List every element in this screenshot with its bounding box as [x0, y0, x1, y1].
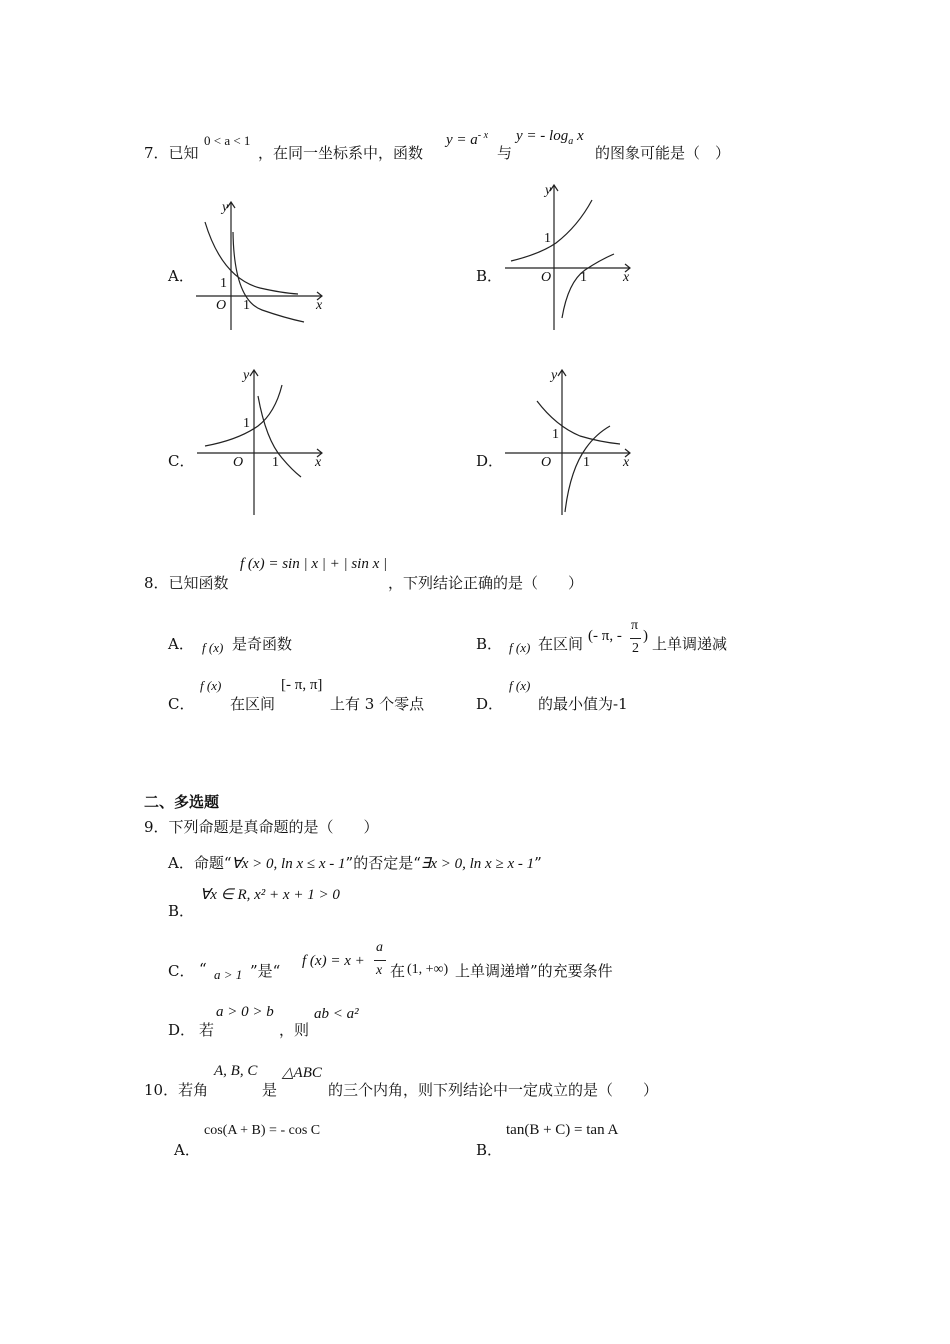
q8-stem [144, 572, 229, 593]
q9-option-c-text-1: “ [199, 960, 207, 978]
graph-c-one-y: 1 [243, 416, 250, 431]
graph-b-x-label: x [623, 270, 630, 285]
graph-a-origin: O [216, 298, 227, 313]
q8-option-b-fx: f (x) [509, 640, 531, 655]
graph-a-one-x: 1 [243, 298, 250, 313]
q7-text-4: 的图象可能是（ ） [595, 144, 731, 162]
q8-number: 8． [144, 574, 169, 592]
graph-c-x-label: x [315, 455, 322, 470]
q8-option-d-fx: f (x) [509, 678, 531, 693]
graph-d-origin: O [541, 455, 552, 470]
graph-a-y-label: y [222, 200, 229, 215]
graph-b-one-y: 1 [544, 231, 551, 246]
q9-option-a-label: A． [168, 854, 194, 872]
q9-option-d-text-1: 若 [199, 1021, 215, 1039]
q8-option-b-text-1: 在区间 [538, 635, 584, 653]
q10-text-2: 是 [262, 1081, 278, 1099]
graph-b-origin: O [541, 270, 552, 285]
graph-c-y-label: y [243, 368, 250, 383]
q7-func-1-base: y = a [446, 132, 478, 148]
q9-number: 9． [144, 818, 169, 836]
q8-text-2: ，下列结论正确的是（ ） [388, 574, 584, 592]
q10-angles: A, B, C [214, 1063, 258, 1079]
q9-option-c-frac-num: a [376, 940, 383, 955]
q7-option-d-label: D． [476, 452, 504, 470]
q8-option-b-text-2: 上单调递减 [652, 635, 728, 653]
q9-option-a-text-2: ”的否定是“ [345, 854, 421, 872]
q9-option-c-frac-den: x [376, 963, 383, 978]
q8-function-text: f (x) = sin | x | + | sin x | [240, 556, 388, 572]
q10-triangle: △ABC [282, 1065, 322, 1081]
q7-option-b-label: B． [476, 267, 503, 285]
q8-option-c-fx: f (x) [200, 678, 222, 693]
q7-condition: 0 < a < 1 [204, 133, 251, 148]
q8-option-b-interval-left: (- π, - [588, 628, 622, 644]
q8-option-b-fraction-bar [630, 638, 641, 639]
graph-d-x-label: x [623, 455, 630, 470]
q9-option-c-frac-bar [374, 960, 386, 961]
q8-option-b-interval-right: ) [643, 628, 648, 644]
q9-option-a-math-2: ∃x > 0, ln x ≥ x - 1 [420, 856, 535, 872]
q9-option-a [168, 852, 542, 873]
q10-option-a-label: A． [174, 1141, 200, 1159]
graph-b-one-x: 1 [580, 270, 587, 285]
q8-function [240, 556, 387, 573]
q10-text-1: 若角 [178, 1081, 209, 1099]
q10-option-a-math: cos(A + B) = - cos C [204, 1123, 321, 1138]
q9-option-c-text-3: 在 [390, 962, 406, 980]
graph-d-one-x: 1 [583, 455, 590, 470]
q10-text-3: 的三个内角，则下列结论中一定成立的是（ ） [328, 1081, 659, 1099]
graph-d-one-y: 1 [552, 427, 559, 442]
q9-option-c-interval: (1, +∞) [407, 962, 449, 977]
q7-func-1-exp: - x [477, 130, 489, 141]
graph-d-y-label: y [551, 368, 558, 383]
q9-option-c-text-2: ”是“ [250, 962, 281, 980]
section-title: 二、多选题 [144, 793, 220, 811]
q9-option-a-math-1: ∀x > 0, ln x ≤ x - 1 [231, 856, 346, 872]
q7-number: 7． [144, 144, 169, 162]
q9-option-c-func: f (x) = x + [302, 953, 365, 969]
q9-option-a-text-1: 命题“ [193, 854, 232, 872]
q7-func-2-log: y = - log [516, 128, 569, 144]
graph-a-x-label: x [316, 298, 323, 313]
q9-stem-text: 下列命题是真命题的是（ ） [168, 818, 379, 836]
q8-option-d-label: D． [476, 695, 504, 713]
q7-func-2-base: a [568, 136, 574, 147]
q7-text-1: 已知 [168, 144, 199, 162]
q9-option-d-label: D． [168, 1021, 196, 1039]
q8-option-c-label: C． [168, 695, 195, 713]
q7-func-2-arg: x [576, 128, 584, 144]
q8-option-d-text: 的最小值为-1 [538, 695, 628, 713]
q9-option-a-text-3: ” [534, 854, 542, 872]
q8-option-b-two: 2 [632, 641, 639, 656]
q7-text-2: ，在同一坐标系中，函数 [258, 144, 424, 162]
q8-option-a-label: A． [168, 635, 194, 653]
q9-option-c-math-1: a > 1 [214, 967, 243, 982]
q8-option-b-label: B． [476, 635, 503, 653]
q9-option-d-math-1: a > 0 > b [216, 1004, 274, 1020]
graph-b-y-label: y [545, 183, 552, 198]
q8-option-c-text-2: 上有 3 个零点 [330, 695, 425, 713]
q10-stem [144, 1079, 208, 1100]
q9-option-c-text-4: 上单调递增”的充要条件 [455, 962, 613, 980]
q9-option-d-math-2: ab < a² [314, 1006, 359, 1022]
q9-option-c-label: C． [168, 962, 195, 980]
q7-text-3: 与 [497, 144, 513, 162]
q8-option-c-text-1: 在区间 [230, 695, 276, 713]
graph-a-one-y: 1 [220, 276, 227, 291]
q10-option-b-label: B． [476, 1141, 503, 1159]
graph-d-exp-curve [537, 401, 620, 444]
graph-c-origin: O [233, 455, 244, 470]
q8-option-c-interval: [- π, π] [281, 677, 323, 693]
q8-option-b-pi: π [631, 618, 639, 633]
q8-option-a-fx: f (x) [202, 640, 224, 655]
q9-stem [144, 816, 379, 837]
q7-option-c-label: C． [168, 452, 195, 470]
graph-c-one-x: 1 [272, 455, 279, 470]
q7-option-a-label: A． [168, 267, 194, 285]
q8-text-1: 已知函数 [168, 574, 229, 592]
q9-option-b-math: ∀x ∈ R, x² + x + 1 > 0 [200, 887, 340, 903]
q10-option-b-math: tan(B + C) = tan A [506, 1122, 619, 1138]
q8-option-a-text: 是奇函数 [232, 635, 293, 653]
q10-number: 10． [144, 1081, 179, 1099]
q9-option-b-label: B． [168, 902, 195, 920]
q9-option-d-text-2: ，则 [279, 1021, 310, 1039]
